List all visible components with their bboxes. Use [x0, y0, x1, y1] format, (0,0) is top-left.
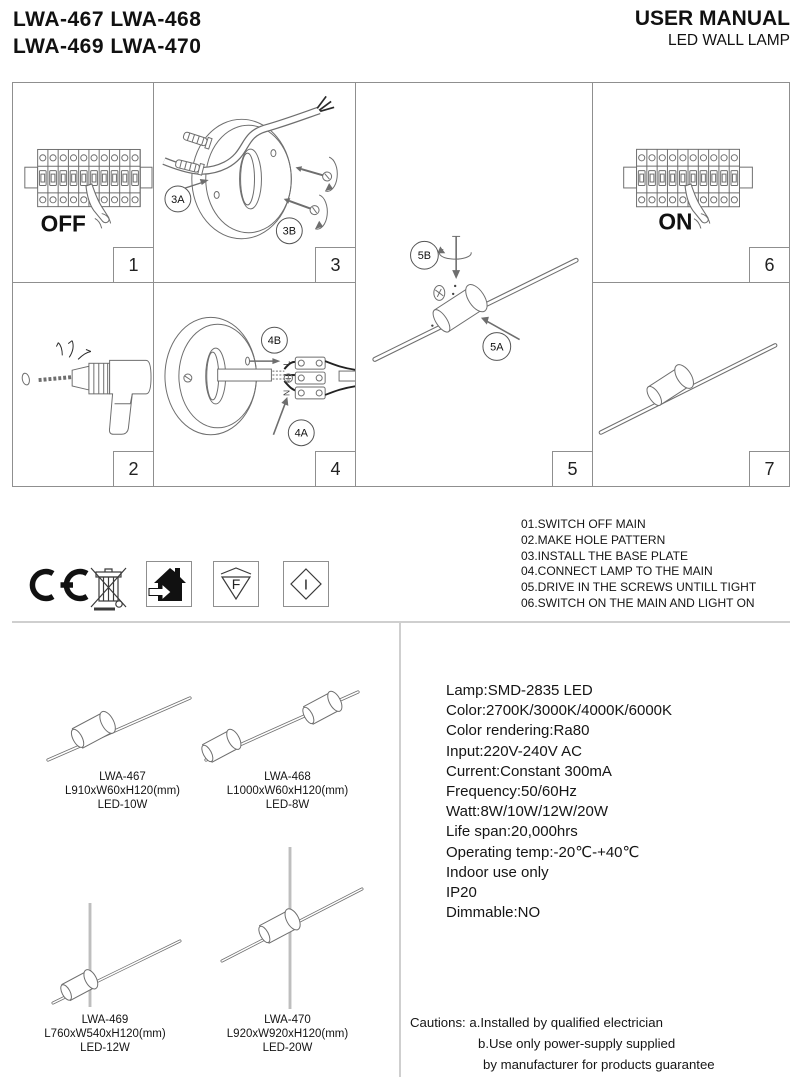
lwa-470-figure: [210, 843, 370, 1013]
spec-line: IP20: [446, 884, 477, 902]
spec-line: Operating temp:-20℃-+40℃: [446, 843, 640, 861]
product-size: L910xW60xH120(mm): [64, 784, 181, 797]
lwa-468-label: [195, 771, 380, 812]
product-size: L920xW920xH120(mm): [226, 1027, 349, 1040]
product-model: LWA-467: [99, 771, 146, 783]
section-divider-vertical: [399, 621, 401, 1077]
section-divider-horizontal: [12, 621, 790, 623]
lwa-469-figure: [40, 895, 190, 1013]
callout-4a: 4A: [294, 427, 308, 440]
product-model: LWA-469: [81, 1014, 129, 1026]
product-power: LED-8W: [265, 798, 310, 811]
cautions-block: [410, 1012, 715, 1075]
step-text: 06.SWITCH ON THE MAIN AND LIGHT ON: [521, 595, 755, 610]
lwa-468-figure: [198, 680, 366, 768]
terminal-live-label: L: [281, 360, 292, 366]
panel-number: 3: [315, 247, 356, 283]
panel-number: 6: [749, 247, 790, 283]
model-numbers: [13, 6, 201, 60]
lwa-469-label: [20, 1014, 190, 1055]
product-size: L760xW540xH120(mm): [44, 1027, 166, 1040]
product-model: LWA-470: [264, 1014, 311, 1026]
spec-line: Input:220V-240V AC: [446, 742, 582, 760]
callout-3a: 3A: [171, 193, 185, 206]
product-size: L1000xW60xH120(mm): [226, 784, 349, 797]
callout-5a: 5A: [490, 341, 504, 354]
step-panel-4: [153, 282, 356, 487]
caution-line: by manufacturer for products guarantee: [483, 1057, 715, 1072]
caution-line: Cautions: a.Installed by qualified electrician: [410, 1015, 663, 1030]
model-line-1: LWA-467 LWA-468: [13, 8, 202, 31]
spec-line: Current:Constant 300mA: [446, 762, 612, 780]
weee-crossed-bin-icon: [86, 556, 130, 614]
i-mark-letter: I: [303, 576, 309, 594]
spec-line: Life span:20,000hrs: [446, 823, 578, 841]
page-title: USER MANUAL: [634, 7, 790, 30]
step-panel-2: [12, 282, 154, 487]
manual-title-block: [635, 7, 790, 51]
step-panel-5: [355, 82, 593, 487]
step-text: 04.CONNECT LAMP TO THE MAIN: [521, 564, 713, 579]
spec-line: Lamp:SMD-2835 LED: [446, 682, 593, 699]
i-mark-icon: [283, 561, 329, 607]
callout-4b: 4B: [267, 335, 282, 348]
ce-mark-icon: [27, 568, 91, 602]
spec-line: Color rendering:Ra80: [446, 722, 590, 740]
spec-line: Indoor use only: [446, 863, 549, 881]
panel-number: 4: [315, 451, 356, 487]
lwa-470-label: [200, 1014, 375, 1055]
lwa-467-label: [30, 771, 215, 812]
f-mark-letter: F: [231, 576, 241, 592]
spec-line: Color:2700K/3000K/4000K/6000K: [446, 702, 673, 720]
specifications-list: [446, 681, 672, 923]
product-model: LWA-468: [264, 771, 311, 783]
lamp-mounting-diagram: [356, 83, 592, 486]
panel-number: 1: [113, 247, 154, 283]
spec-line: Dimmable:NO: [446, 904, 541, 922]
step-text: 02.MAKE HOLE PATTERN: [521, 532, 666, 547]
panel-number: 2: [113, 451, 154, 487]
step-text: 03.INSTALL THE BASE PLATE: [521, 548, 688, 563]
panel-number: 5: [552, 451, 593, 487]
terminal-neutral-label: N: [281, 389, 292, 397]
f-mark-icon: [213, 561, 259, 607]
caution-line: b.Use only power-supply supplied: [478, 1036, 676, 1051]
step-panel-1: [12, 82, 154, 283]
callout-3b: 3B: [282, 225, 297, 238]
product-power: LED-20W: [262, 1041, 313, 1054]
step-panel-6: [592, 82, 790, 283]
indoor-use-house-icon: [146, 561, 192, 607]
product-power: LED-12W: [80, 1041, 130, 1054]
page-subtitle: LED WALL LAMP: [667, 32, 790, 49]
spec-line: Frequency:50/60Hz: [446, 783, 577, 801]
step-panel-3: [153, 82, 356, 283]
spec-line: Watt:8W/10W/12W/20W: [446, 803, 608, 821]
step-panel-7: [592, 282, 790, 487]
breaker-on-label: ON: [658, 208, 693, 235]
model-line-2: LWA-469 LWA-470: [13, 35, 202, 58]
lwa-467-figure: [40, 688, 200, 768]
panel-number: 7: [749, 451, 790, 487]
installation-steps: [521, 517, 756, 612]
step-text: 01.SWITCH OFF MAIN: [521, 517, 646, 531]
breaker-off-label: OFF: [40, 210, 86, 237]
product-power: LED-10W: [97, 798, 148, 811]
callout-5b: 5B: [417, 250, 432, 263]
step-text: 05.DRIVE IN THE SCREWS UNTILL TIGHT: [521, 580, 757, 595]
